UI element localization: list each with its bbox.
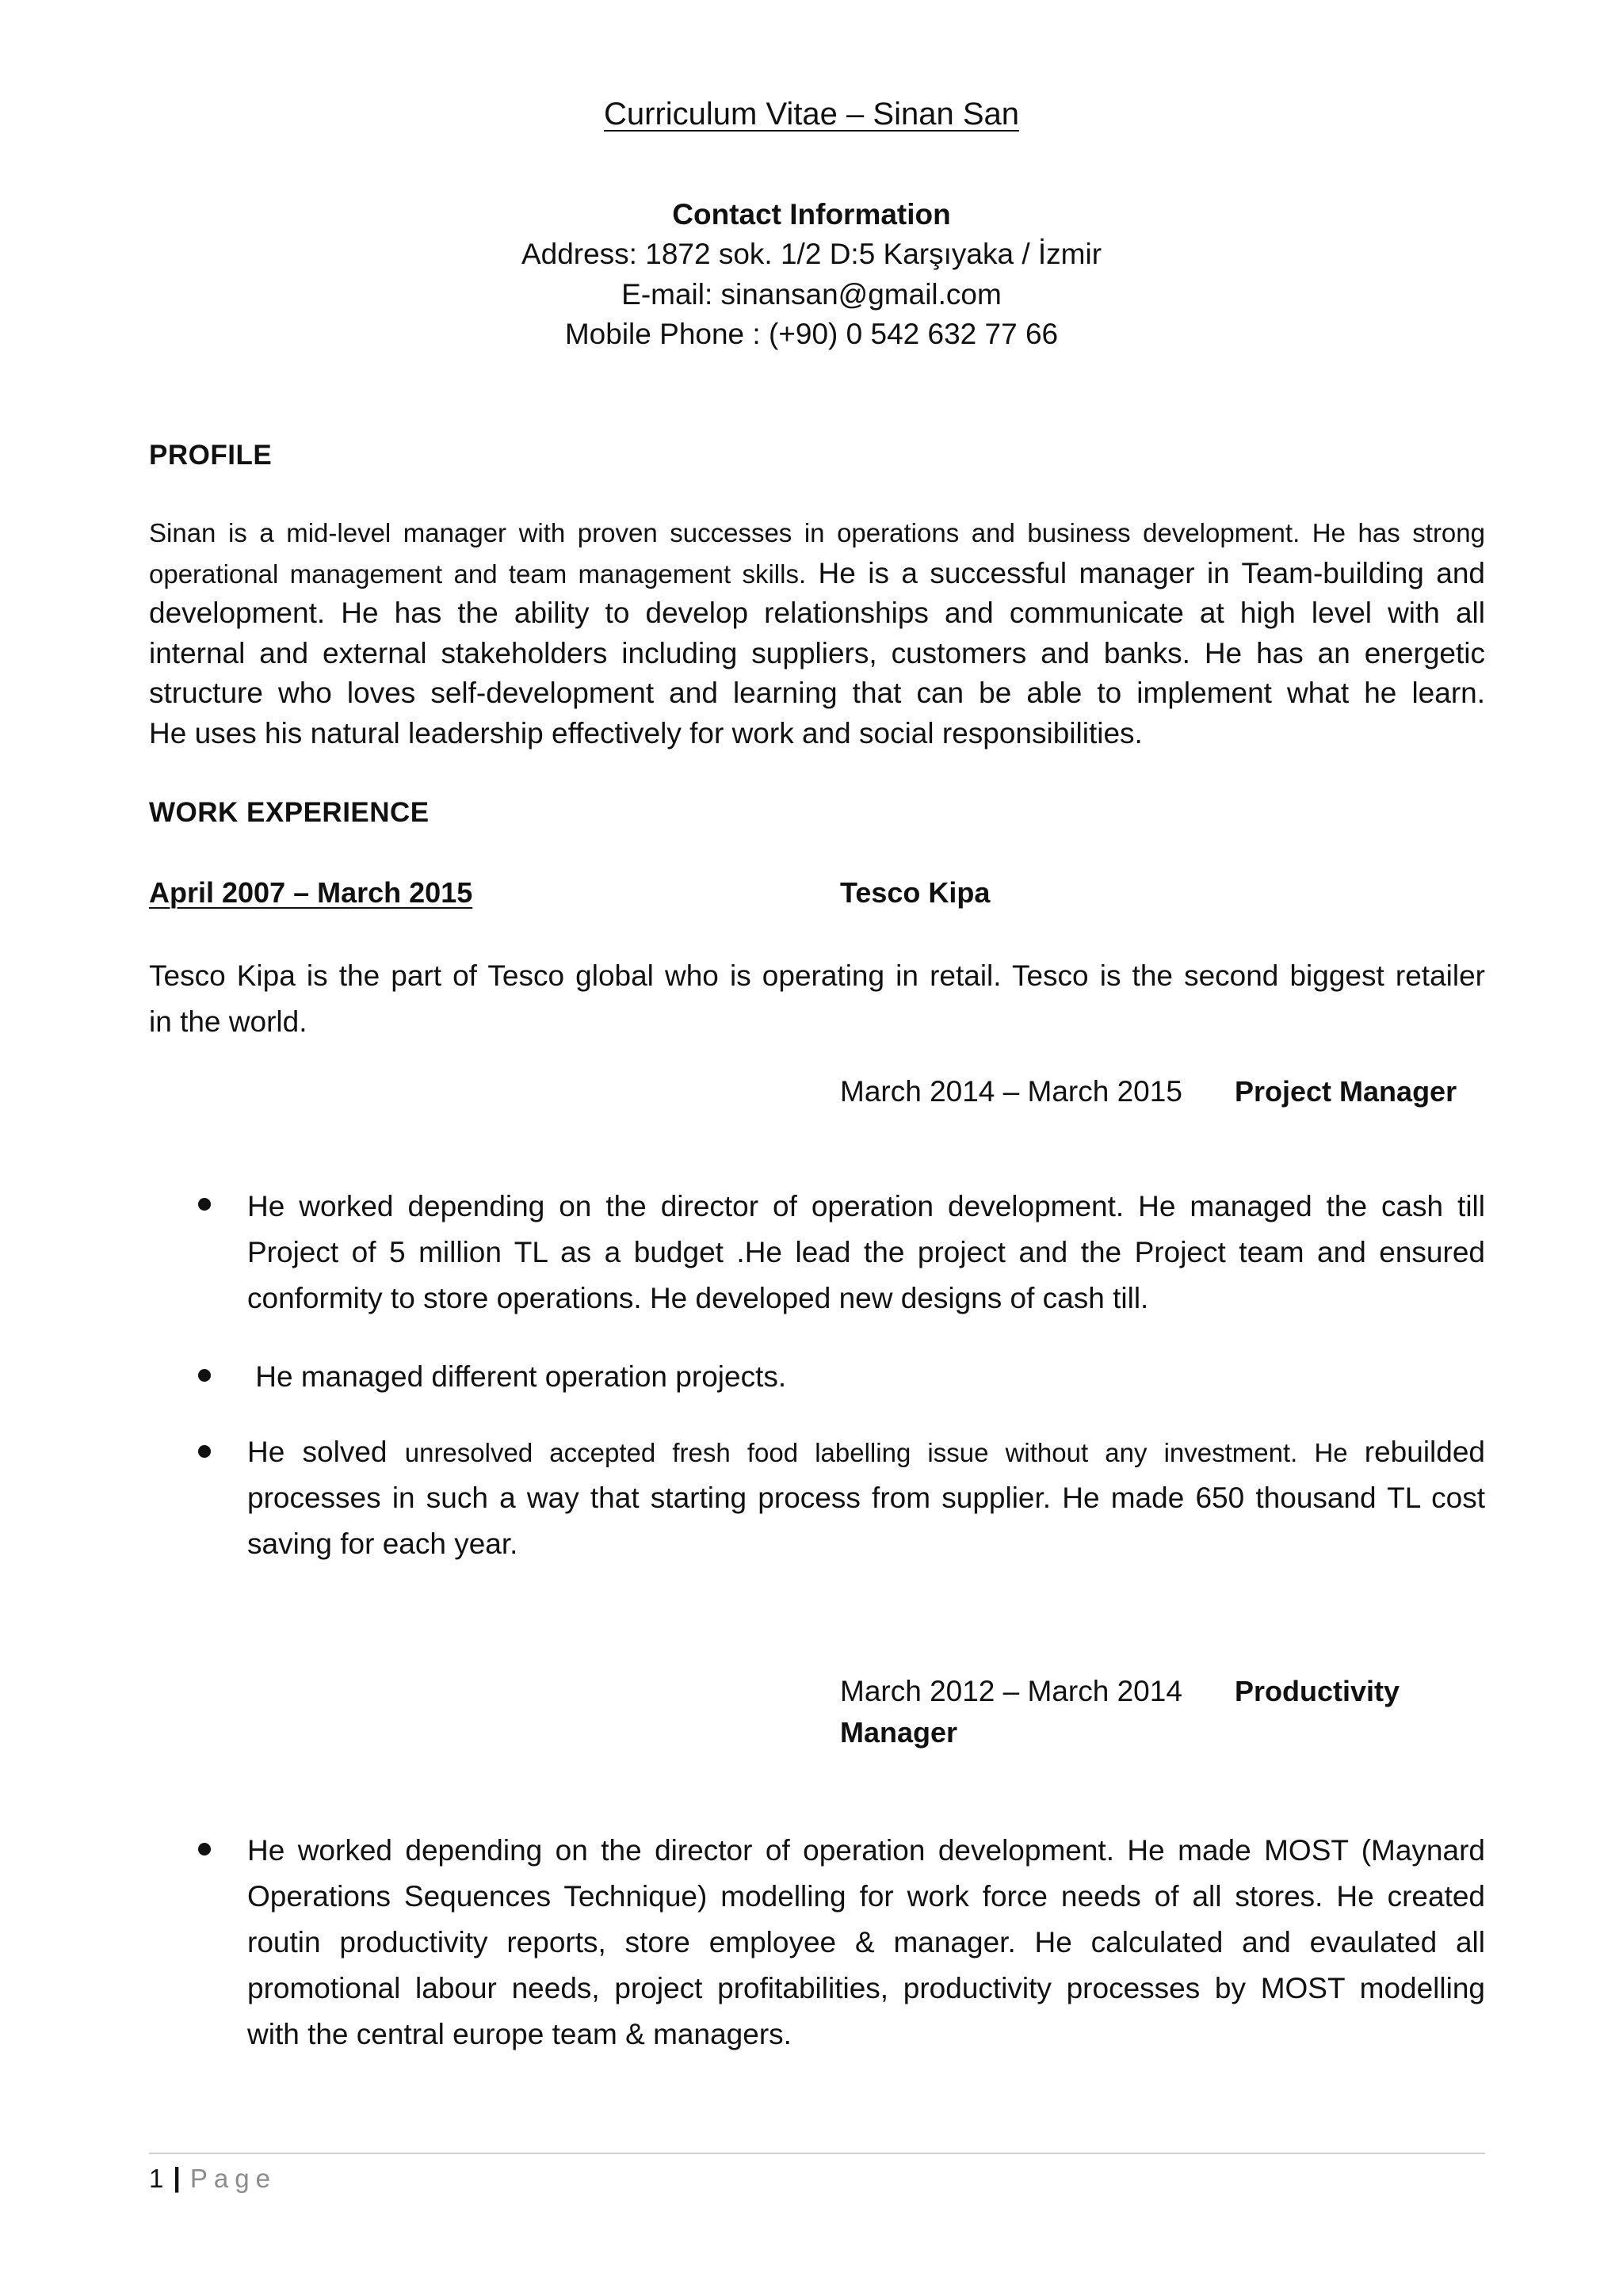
- company-description-line: in the world.: [149, 1005, 307, 1038]
- bullet-line: He worked depending on the director of operation development. He made MOST (Maynard: [247, 1834, 1485, 1867]
- company-description: [149, 953, 1485, 1045]
- contact-address: Address: 1872 sok. 1/2 D:5 Karşıyaka / İzmir: [521, 238, 1102, 270]
- bullet-line: Operations Sequences Technique) modelling for work force needs of all stores. He created: [247, 1880, 1485, 1913]
- bullet-icon: [198, 1843, 211, 1855]
- role-title: Productivity: [1235, 1675, 1400, 1707]
- contact-email: E-mail: sinansan@gmail.com: [621, 278, 1002, 311]
- footer-separator: |: [173, 2163, 181, 2193]
- profile-paragraph: [149, 513, 1485, 753]
- bullet-line: Project of 5 million TL as a budget .He lead the project and the Project team and ensured: [247, 1236, 1485, 1268]
- document-title: Curriculum Vitae – Sinan San: [604, 97, 1019, 132]
- bullet-line-part: rebuilded: [1364, 1436, 1485, 1468]
- contact-heading: Contact Information: [672, 198, 951, 231]
- work-experience-heading: WORK EXPERIENCE: [149, 797, 430, 828]
- contact-phone: Mobile Phone : (+90) 0 542 632 77 66: [564, 318, 1059, 350]
- role-dates: March 2012 – March 2014: [840, 1675, 1182, 1707]
- bullet-icon: [198, 1369, 211, 1382]
- profile-line: development. He has the ability to develop relationships and communicate at high level with all: [149, 597, 1485, 629]
- role-title-continued: Manager: [840, 1716, 958, 1749]
- footer-divider: [149, 2153, 1485, 2154]
- profile-line-part: He is a successful manager in Team-building and: [806, 556, 1485, 589]
- profile-line: He uses his natural leadership effectively for work and social responsibilities.: [149, 716, 1143, 749]
- page-label: Page: [189, 2163, 277, 2193]
- bullet-line: with the central europe team & managers.: [247, 2018, 792, 2050]
- profile-heading: PROFILE: [149, 440, 273, 471]
- bullet-item: [247, 1184, 1485, 1322]
- page-number: 1: [149, 2163, 164, 2193]
- profile-line: [149, 554, 1485, 594]
- bullet-line: He managed different operation projects.: [247, 1360, 787, 1393]
- company-description-line: Tesco Kipa is the part of Tesco global who is operating in retail. Tesco is the second biggest retailer: [149, 959, 1485, 992]
- company-name: Tesco Kipa: [840, 876, 991, 909]
- bullet-line-part: unresolved accepted fresh food labelling issue without any investment. He: [404, 1438, 1365, 1467]
- bullet-line: processes in such a way that starting process from supplier. He made 650 thousand TL cost: [247, 1482, 1485, 1514]
- profile-line: structure who loves self-development and learning that can be able to implement what he learn.: [149, 677, 1485, 709]
- bullet-line: promotional labour needs, project profitabilities, productivity processes by MOST modelling: [247, 1972, 1485, 2004]
- bullet-line: [247, 1429, 1485, 1475]
- bullet-line: He worked depending on the director of operation development. He managed the cash till: [247, 1190, 1485, 1222]
- bullet-item: [247, 1429, 1485, 1567]
- page-footer: [149, 2163, 277, 2194]
- profile-line-part: operational management and team management skills.: [149, 559, 807, 589]
- employment-period: April 2007 – March 2015: [149, 876, 473, 909]
- bullet-line: saving for each year.: [247, 1527, 518, 1560]
- bullet-item: [247, 1354, 1485, 1400]
- role-title: Project Manager: [1235, 1075, 1457, 1108]
- bullet-line: routin productivity reports, store employee & manager. He calculated and evaulated all: [247, 1926, 1485, 1958]
- profile-line: internal and external stakeholders including suppliers, customers and banks. He has an energetic: [149, 636, 1485, 669]
- bullet-icon: [198, 1198, 211, 1211]
- bullet-icon: [198, 1445, 211, 1458]
- bullet-item: [247, 1828, 1485, 2058]
- profile-line: Sinan is a mid-level manager with proven successes in operations and business development. He has strong: [149, 518, 1485, 547]
- bullet-line-part: He solved: [247, 1436, 405, 1468]
- bullet-line: conformity to store operations. He developed new designs of cash till.: [247, 1282, 1149, 1314]
- role-dates: March 2014 – March 2015: [840, 1075, 1182, 1108]
